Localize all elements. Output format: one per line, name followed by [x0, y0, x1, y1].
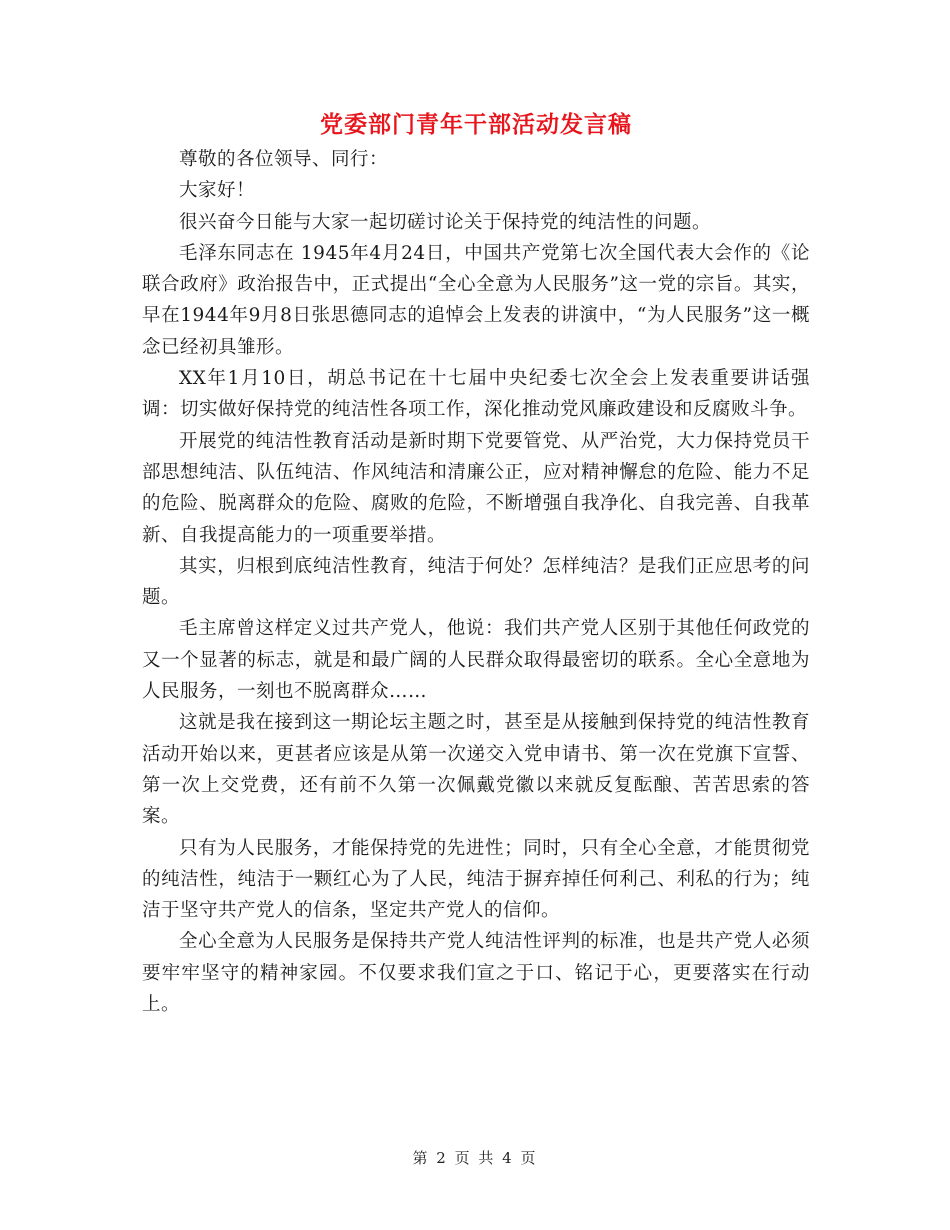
- paragraph-salutation: 尊敬的各位领导、同行：: [179, 149, 389, 170]
- document-page: [142, 108, 810, 1020]
- paragraph: 开展党的纯洁性教育活动是新时期下党要管党、从严治党，大力保持党员干部思想纯洁、队伍纯洁、作风纯洁和清廉公正，应对精神懈怠的危险、能力不足的危险、脱离群众的危险、腐败的危险，不断增强自我净化、自我完善、自我革新、自我提高能力的一项重要举措。: [142, 430, 810, 546]
- paragraph: 其实，归根到底纯洁性教育，纯洁于何处？怎样纯洁？是我们正应思考的问题。: [142, 555, 810, 609]
- paragraph: XX年1月10日，胡总书记在十七届中央纪委七次全会上发表重要讲话强调：切实做好保持党的纯洁性各项工作，深化推动党风廉政建设和反腐败斗争。: [142, 368, 810, 421]
- paragraph: 只有为人民服务，才能保持党的先进性；同时，只有全心全意，才能贯彻党的纯洁性，纯洁于一颗红心为了人民，纯洁于摒弃掉任何利己、利私的行为；纯洁于坚守共产党人的信条，坚定共产党人的信仰。: [142, 837, 810, 922]
- document-title: 党委部门青年干部活动发言稿: [320, 111, 632, 138]
- paragraph: 很兴奋今日能与大家一起切磋讨论关于保持党的纯洁性的问题。: [179, 211, 712, 233]
- paragraph: 毛主席曾这样定义过共产党人，他说：我们共产党人区别于其他任何政党的又一个显著的标志，就是和最广阔的人民群众取得最密切的联系。全心全意地为人民服务，一刻也不脱离群众……: [142, 618, 810, 703]
- paragraph-greeting: 大家好！: [179, 180, 256, 202]
- paragraph: 毛泽东同志在 1945年4月24日，中国共产党第七次全国代表大会作的《论联合政府》政治报告中，正式提出“全心全意为人民服务”这一党的宗旨。其实，早在1944年9月8日张思德同志的追悼会上发表的讲演中，“为人民服务”这一概念已经初具雏形。: [142, 242, 810, 358]
- page-number-footer: 第 2 页 共 4 页: [412, 1149, 538, 1167]
- paragraph: 全心全意为人民服务是保持共产党人纯洁性评判的标准，也是共产党人必须要牢牢坚守的精神家园。不仅要求我们宣之于口、铭记于心，更要落实在行动上。: [142, 931, 810, 1016]
- document-body: [142, 144, 810, 1020]
- paragraph: 这就是我在接到这一期论坛主题之时，甚至是从接触到保持党的纯洁性教育活动开始以来，更甚者应该是从第一次递交入党申请书、第一次在党旗下宣誓、第一次上交党费，还有前不久第一次佩戴党徽以来就反复酝酿、苦苦思索的答案。: [142, 712, 810, 828]
